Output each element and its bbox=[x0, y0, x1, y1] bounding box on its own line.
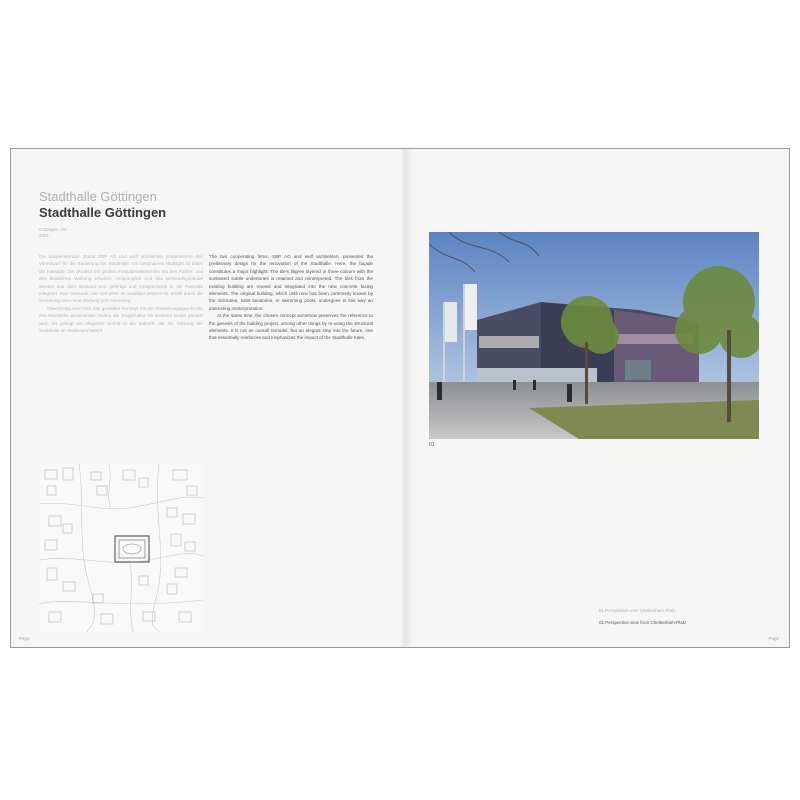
paragraph: At the same time, the chosen concept somehow preserves the reference to the genesis of the building project, among other things by re-using the structural elements. It is not an overall remodel, but an elegant step into the future, one that essentially reinforces and emphasizes the impact of the Stadthalle rules. bbox=[209, 313, 373, 341]
body-column-english bbox=[209, 253, 373, 342]
building-rendering-photo bbox=[429, 232, 759, 439]
project-meta bbox=[39, 227, 67, 239]
photo-number: 01 bbox=[429, 442, 435, 448]
title-german: Stadthalle Göttingen bbox=[39, 189, 157, 204]
paragraph: Die kooperierenden Büros SBP AG und wulf architekten präsentierten den Vorentwurf für die Sanierung der Stadthalle. Ein besonderes Highlight ist dabei die Fassade: Die Struktur mit großen Fassadenelementen mit den Farben und den bewährten Wirkung erhalten. Ursprünglich und das Bestandsgebäude werden aus dem Bestand neu gefertigt und entsprechend in die Fassade integriert. Das Gebäude, das seit jeher im Stadtbild präsent ist, erhält durch die Sanierung eine neue Wirkung und Anmutung. bbox=[39, 254, 203, 304]
site-plan-drawing bbox=[39, 464, 203, 632]
book-spread bbox=[10, 148, 790, 648]
caption-german: 01 Perspektive vom Cheltenham-Platz bbox=[599, 608, 676, 613]
meta-year: 2021 bbox=[39, 233, 50, 238]
paragraph: The two cooperating firms, SBP AG and wulf architekten, presented the preliminary design for the renovation of the Stadthalle. Here, the façade constitutes a major highlight: The tile’s filigree layered in three colours with the sunbased subtle undertones is retained and reinterpreted. The tiles from the existing building are reused and integrated into the new concrete facing elements. The original building, which until now has been commonly known by the nickname, toilet lavatories, or swimming pools, undergoes in this way an interesting reinterpretation. bbox=[209, 254, 373, 311]
title-english: Stadthalle Göttingen bbox=[39, 205, 167, 220]
page-number-right: Page bbox=[768, 636, 779, 641]
caption-english: 01 Perspective view from Cheltenham-Platz bbox=[599, 620, 687, 625]
book-gutter bbox=[400, 149, 414, 647]
paragraph: Gleichzeitig setzt sich das gewählte Konzept mit der Entstehungsgeschichte des Bauwerks auseinander, indem die Tragstruktur als Bestand weiter genutzt wird. So gelingt ein eleganter Schritt in die Zukunft, der die Wirkung der Stadthalle im Stadtraum betont. bbox=[39, 305, 203, 334]
page-number-left: Page bbox=[19, 636, 30, 641]
body-column-german bbox=[39, 253, 203, 334]
meta-location: Göttingen, DE bbox=[39, 227, 68, 232]
